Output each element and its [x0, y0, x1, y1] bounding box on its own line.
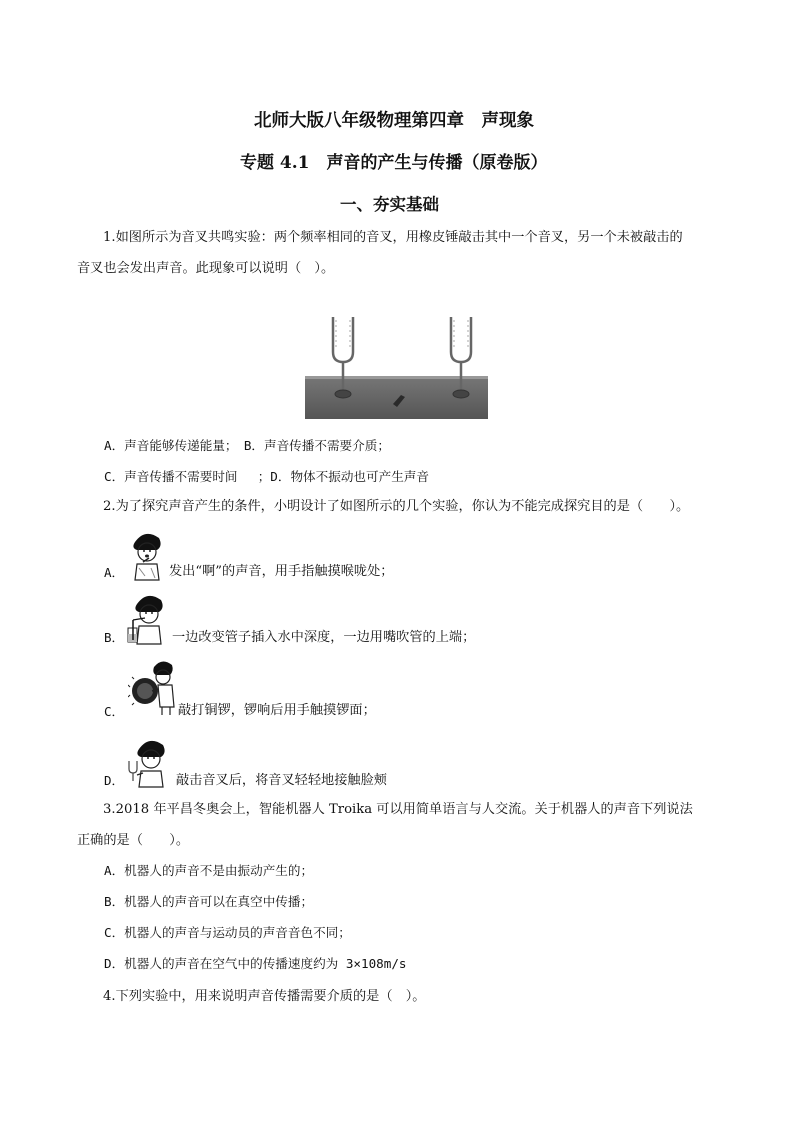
q3-option-d: D．机器人的声音在空气中的传播速度约为 3×108m/s: [104, 956, 407, 971]
q2-option-a-letter: A．: [104, 565, 125, 580]
q2-option-c-text: 敲打铜锣，锣响后用手触摸锣面；: [178, 703, 376, 718]
boy-striking-gong-icon: [128, 657, 178, 717]
q2-option-b-text: 一边改变管子插入水中深度，一边用嘴吹管的上端；: [172, 630, 476, 645]
q2-option-d-letter: D．: [104, 773, 125, 788]
q2-option-a-text: 发出“啊”的声音，用手指触摸喉咙处；: [169, 564, 394, 579]
q2-stem: 2.为了探究声音产生的条件，小明设计了如图所示的几个实验，你认为不能完成探究目的是（ ）。: [103, 499, 690, 514]
boy-fork-on-cheek-icon: [125, 735, 175, 789]
q1-line2: 音叉也会发出声音。此现象可以说明（ ）。: [77, 261, 335, 276]
tuning-fork-figure: [305, 312, 488, 419]
q1-options-row1: A．声音能够传递能量； B．声音传播不需要介质；: [104, 438, 390, 453]
q4-stem: 4.下列实验中，用来说明声音传播需要介质的是（ ）。: [103, 989, 426, 1004]
boy-blowing-tube-icon: [125, 590, 171, 646]
q3-line2: 正确的是（ ）。: [77, 833, 190, 848]
q2-option-d-text: 敲击音叉后，将音叉轻轻地接触脸颊: [176, 773, 387, 788]
page-subtitle: 专题 4.1 声音的产生与传播（原卷版）: [240, 153, 548, 173]
boy-touching-throat-icon: [125, 528, 169, 582]
section-heading: 一、夯实基础: [340, 195, 439, 214]
q3-option-b: B．机器人的声音可以在真空中传播；: [104, 894, 314, 909]
q1-options-row2: C．声音传播不需要时间 ；D．物体不振动也可产生声音: [104, 469, 429, 484]
q3-line1: 3.2018 年平昌冬奥会上，智能机器人 Troika 可以用简单语言与人交流。关于机器人的声音下列说法: [103, 802, 693, 817]
q3-option-a: A．机器人的声音不是由振动产生的；: [104, 863, 314, 878]
q2-option-c-letter: C．: [104, 704, 125, 719]
q2-option-b-letter: B．: [104, 630, 125, 645]
page-title: 北师大版八年级物理第四章 声现象: [254, 111, 534, 131]
q3-option-c: C．机器人的声音与运动员的声音音色不同；: [104, 925, 351, 940]
q1-line1: 1.如图所示为音叉共鸣实验：两个频率相同的音叉，用橡皮锤敲击其中一个音叉，另一个未被敲击的: [103, 230, 683, 245]
